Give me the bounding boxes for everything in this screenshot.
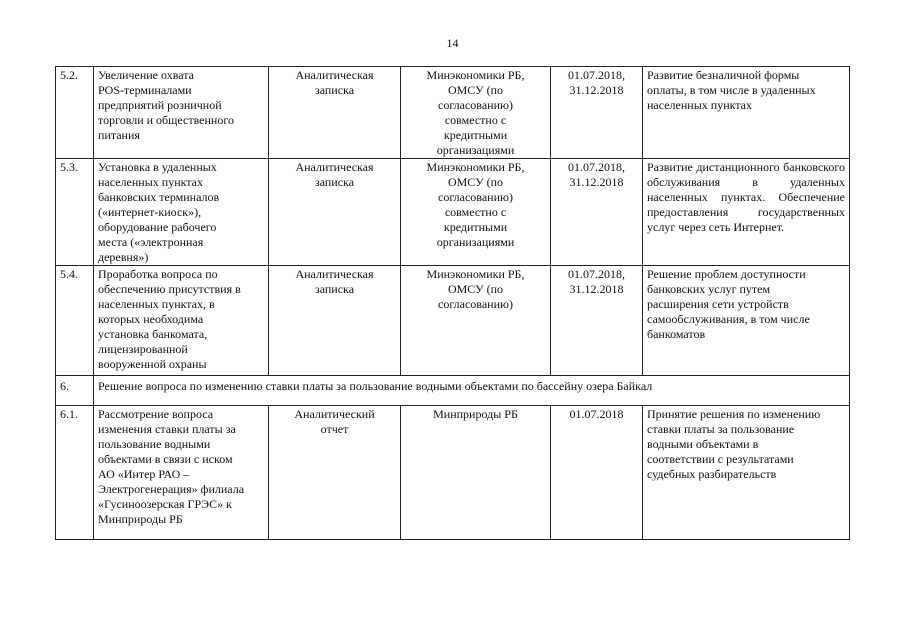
action-plan-table (55, 66, 850, 540)
expected-result-cell: Принятие решения по изменению ставки платы за пользование водными объектами в соответствии с результатами судебных разбирательств (643, 406, 850, 540)
table-row (56, 266, 850, 376)
completion-form-cell: Аналитическая записка (269, 67, 401, 159)
action-cell: Установка в удаленных населенных пунктах банковских терминалов («интернет-киоск»), оборудование рабочего места («электронная деревня») (94, 159, 269, 266)
action-cell: Увеличение охвата POS-терминалами предприятий розничной торговли и общественного питания (94, 67, 269, 159)
table-row (56, 67, 850, 159)
action-cell: Проработка вопроса по обеспечению присутствия в населенных пунктах, в которых необходима установка банкомата, лицензированной вооруженной охраны (94, 266, 269, 376)
action-cell: Рассмотрение вопроса изменения ставки платы за пользование водными объектами в связи с иском АО «Интер РАО – Электрогенерация» филиала «Гусиноозерская ГРЭС» к Минприроды РБ (94, 406, 269, 540)
completion-form-cell: Аналитический отчет (269, 406, 401, 540)
deadline-cell: 01.07.2018, 31.12.2018 (551, 266, 643, 376)
expected-result-cell: Развитие безналичной формы оплаты, в том числе в удаленных населенных пунктах (643, 67, 850, 159)
table-row (56, 159, 850, 266)
executor-cell: Минприроды РБ (401, 406, 551, 540)
executor-cell: Минэкономики РБ, ОМСУ (по согласованию) совместно с кредитными организациями (401, 159, 551, 266)
expected-result-cell: Развитие дистанционного банковского обслуживания в удаленных населенных пунктах. Обеспечение предоставления государственных услуг через сеть Интернет. (643, 159, 850, 266)
section-number-cell: 6. (56, 376, 94, 406)
row-number-cell: 5.2. (56, 67, 94, 159)
deadline-cell: 01.07.2018 (551, 406, 643, 540)
deadline-cell: 01.07.2018, 31.12.2018 (551, 159, 643, 266)
completion-form-cell: Аналитическая записка (269, 266, 401, 376)
row-number-cell: 5.4. (56, 266, 94, 376)
page-number: 14 (446, 36, 459, 50)
completion-form-cell: Аналитическая записка (269, 159, 401, 266)
section-header-row (56, 376, 850, 406)
deadline-cell: 01.07.2018, 31.12.2018 (551, 67, 643, 159)
row-number-cell: 5.3. (56, 159, 94, 266)
executor-cell: Минэкономики РБ, ОМСУ (по согласованию) совместно с кредитными организациями (401, 67, 551, 159)
expected-result-cell: Решение проблем доступности банковских услуг путем расширения сети устройств самообслуживания, в том числе банкоматов (643, 266, 850, 376)
section-title-cell: Решение вопроса по изменению ставки платы за пользование водными объектами по бассейну озера Байкал (94, 376, 850, 406)
executor-cell: Минэкономики РБ, ОМСУ (по согласованию) (401, 266, 551, 376)
row-number-cell: 6.1. (56, 406, 94, 540)
table-row (56, 406, 850, 540)
